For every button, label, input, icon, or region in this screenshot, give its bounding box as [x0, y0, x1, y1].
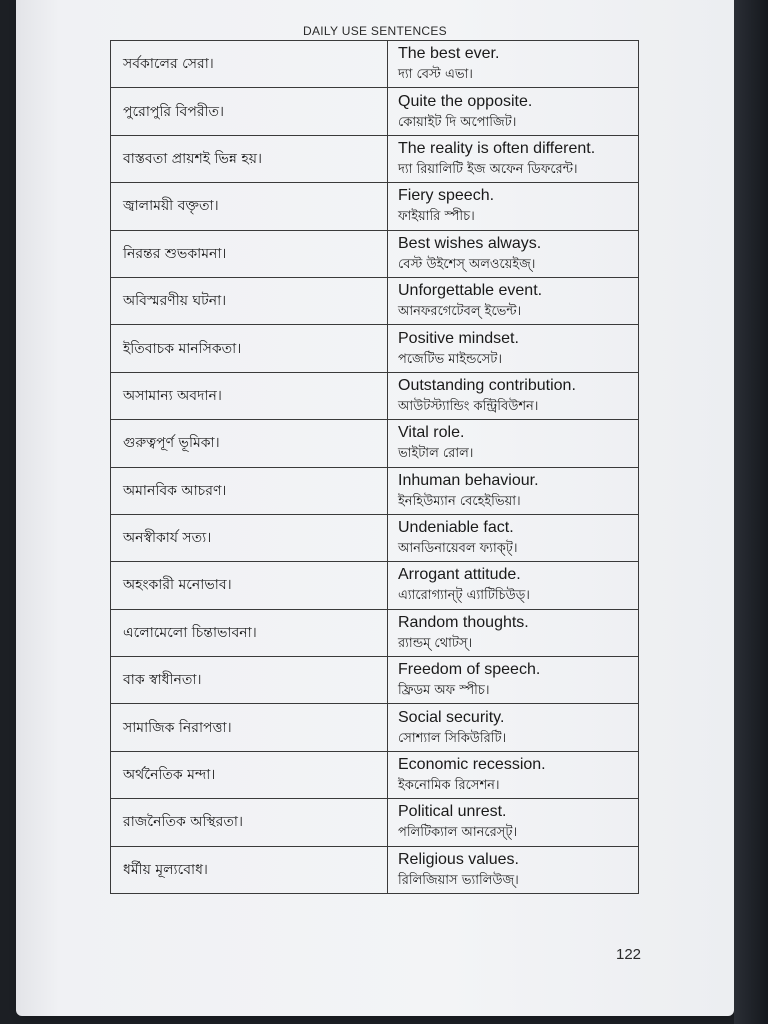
pronunciation: ফাইয়ারি স্পীচ। — [398, 209, 475, 225]
translation-cell — [388, 751, 639, 798]
table-row — [111, 277, 639, 324]
bengali-phrase: সামাজিক নিরাপত্তা। — [111, 704, 388, 751]
english-phrase: Unforgettable event. — [398, 282, 543, 300]
translation-cell — [388, 467, 639, 514]
pronunciation: দ্যা বেস্ট এভা। — [398, 67, 473, 83]
english-phrase: Economic recession. — [398, 756, 546, 774]
pronunciation: র‍্যান্ডম্ থোটস্। — [398, 635, 473, 651]
translation-cell — [388, 88, 639, 135]
table-row — [111, 88, 639, 135]
bengali-phrase: রাজনৈতিক অস্থিরতা। — [111, 799, 388, 846]
translation-cell — [388, 514, 639, 561]
english-phrase: Freedom of speech. — [398, 661, 541, 679]
pronunciation: ফ্রিডম অফ স্পীচ। — [398, 683, 490, 699]
bengali-phrase: সর্বকালের সেরা। — [111, 41, 388, 88]
english-phrase: Social security. — [398, 708, 505, 726]
table-row — [111, 609, 639, 656]
bengali-phrase: ইতিবাচক মানসিকতা। — [111, 325, 388, 372]
translation-cell — [388, 799, 639, 846]
bengali-phrase: ধর্মীয় মূল্যবোধ। — [111, 846, 388, 893]
bengali-phrase: অর্থনৈতিক মন্দা। — [111, 751, 388, 798]
english-phrase: Quite the opposite. — [398, 92, 533, 110]
pronunciation: সোশ্যাল সিকিউরিটি। — [398, 730, 507, 746]
bengali-phrase: অবিস্মরণীয় ঘটনা। — [111, 277, 388, 324]
translation-cell — [388, 135, 639, 182]
translation-cell — [388, 562, 639, 609]
pronunciation: পজেটিভ মাইন্ডসেট। — [398, 351, 502, 367]
english-phrase: The reality is often different. — [398, 139, 596, 157]
pronunciation: বেস্ট উইশেস্ অলওয়েইজ্। — [398, 256, 536, 272]
english-phrase: Religious values. — [398, 850, 519, 868]
english-phrase: Positive mindset. — [398, 329, 519, 347]
table-row — [111, 372, 639, 419]
translation-cell — [388, 372, 639, 419]
translation-cell — [388, 41, 639, 88]
english-phrase: Vital role. — [398, 424, 465, 442]
translation-cell — [388, 609, 639, 656]
english-phrase: Inhuman behaviour. — [398, 471, 539, 489]
pronunciation: কোয়াইট দি অপোজিট। — [398, 114, 517, 130]
pronunciation: রিলিজিয়াস ভ্যালিউজ্। — [398, 872, 519, 888]
table-row — [111, 846, 639, 893]
pronunciation: দ্যা রিয়ালিটি ইজ অফেন ডিফরেন্ট। — [398, 161, 578, 177]
bengali-phrase: বাস্তবতা প্রায়শই ভিন্ন হয়। — [111, 135, 388, 182]
english-phrase: The best ever. — [398, 45, 500, 63]
pronunciation: ইনহিউম্যান বেহেইভিয়া। — [398, 493, 521, 509]
pronunciation: আনফরগেটেবল্ ইভেন্ট। — [398, 304, 522, 320]
english-phrase: Best wishes always. — [398, 234, 542, 252]
table-row — [111, 514, 639, 561]
table-row — [111, 657, 639, 704]
bengali-phrase: এলোমেলো চিন্তাভাবনা। — [111, 609, 388, 656]
translation-cell — [388, 657, 639, 704]
table-row — [111, 230, 639, 277]
table-row — [111, 325, 639, 372]
book-page — [16, 0, 734, 1016]
table-row — [111, 562, 639, 609]
bengali-phrase: অমানবিক আচরণ। — [111, 467, 388, 514]
background-edge — [734, 0, 768, 1024]
english-phrase: Political unrest. — [398, 803, 507, 821]
table-row — [111, 799, 639, 846]
pronunciation: পলিটিক্যাল আনরেস্ট্। — [398, 825, 518, 841]
english-phrase: Arrogant attitude. — [398, 566, 521, 584]
english-phrase: Outstanding contribution. — [398, 376, 576, 394]
translation-cell — [388, 704, 639, 751]
english-phrase: Fiery speech. — [398, 187, 495, 205]
translation-cell — [388, 183, 639, 230]
table-row — [111, 467, 639, 514]
translation-cell — [388, 846, 639, 893]
translation-cell — [388, 325, 639, 372]
english-phrase: Undeniable fact. — [398, 519, 514, 537]
bengali-phrase: নিরন্তর শুভকামনা। — [111, 230, 388, 277]
table-row — [111, 135, 639, 182]
english-phrase: Random thoughts. — [398, 613, 529, 631]
bengali-phrase: অনস্বীকার্য সত্য। — [111, 514, 388, 561]
pronunciation: ইকনোমিক রিসেশন। — [398, 778, 500, 794]
bengali-phrase: গুরুত্বপূর্ণ ভূমিকা। — [111, 420, 388, 467]
bengali-phrase: অসামান্য অবদান। — [111, 372, 388, 419]
table-row — [111, 41, 639, 88]
translation-cell — [388, 420, 639, 467]
vocabulary-table — [110, 40, 639, 894]
vocabulary-table-body — [111, 41, 639, 894]
table-row — [111, 183, 639, 230]
pronunciation: আনডিনায়েবল ফ্যাক্ট্। — [398, 541, 518, 557]
table-row — [111, 751, 639, 798]
bengali-phrase: জ্বালাময়ী বক্তৃতা। — [111, 183, 388, 230]
pronunciation: আউটস্ট্যান্ডিং কন্ট্রিবিউশন। — [398, 398, 539, 414]
page-title: DAILY USE SENTENCES — [303, 24, 447, 38]
page-number: 122 — [616, 946, 642, 963]
pronunciation: এ্যারোগ্যান্ট্ এ্যাটিচিউড্। — [398, 588, 530, 604]
bengali-phrase: অহংকারী মনোভাব। — [111, 562, 388, 609]
bengali-phrase: বাক স্বাধীনতা। — [111, 657, 388, 704]
table-row — [111, 704, 639, 751]
translation-cell — [388, 277, 639, 324]
bengali-phrase: পুরোপুরি বিপরীত। — [111, 88, 388, 135]
translation-cell — [388, 230, 639, 277]
pronunciation: ভাইটাল রোল। — [398, 446, 474, 462]
table-row — [111, 420, 639, 467]
